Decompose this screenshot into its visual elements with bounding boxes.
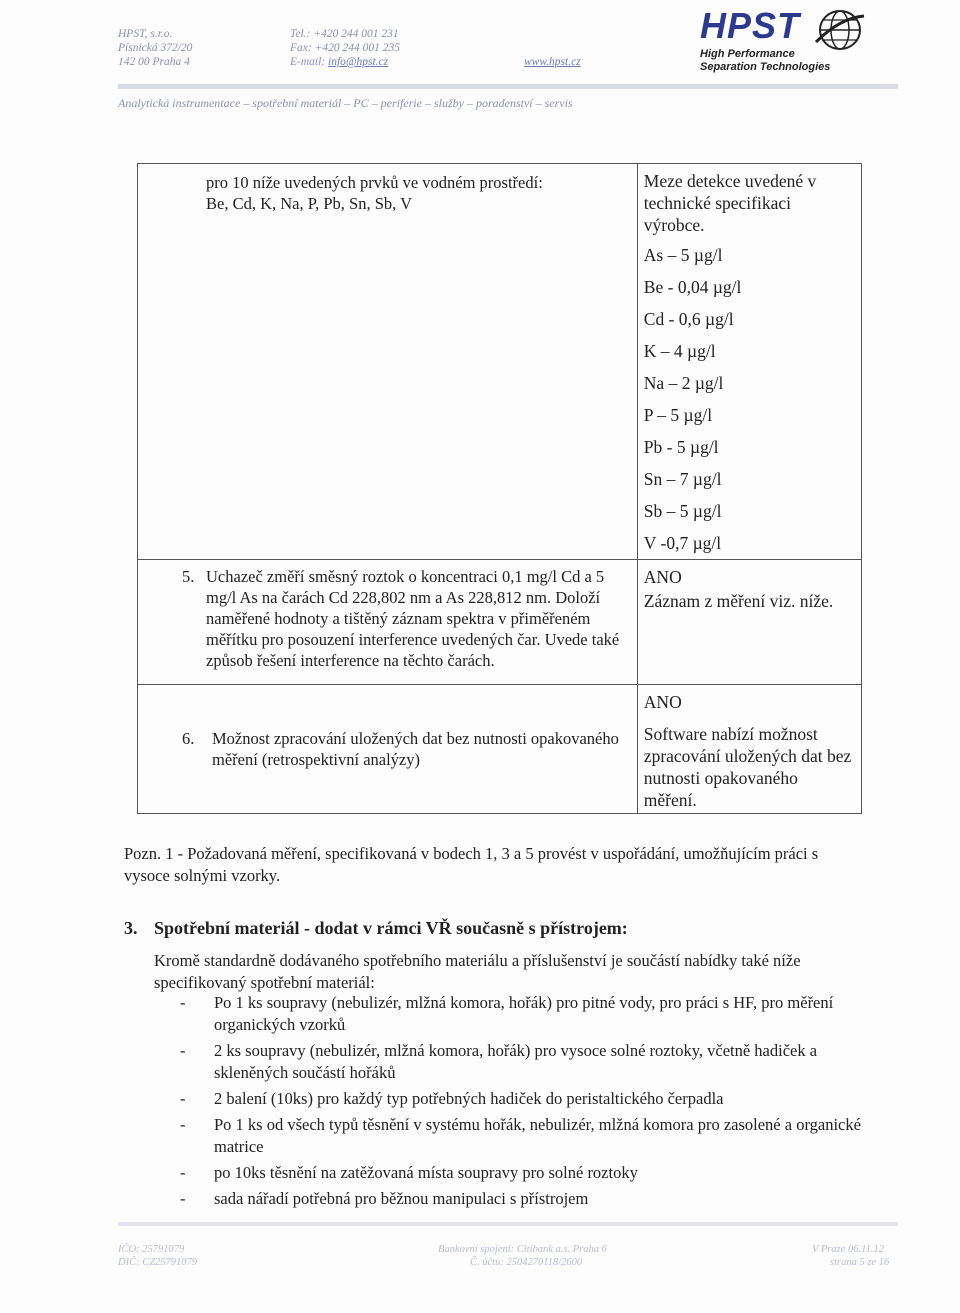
footer-page-number: strana 5 ze 16 (830, 1257, 890, 1268)
note-text: Pozn. 1 - Požadovaná měření, specifikovaná v bodech 1, 3 a 5 provést v uspořádání, umožňujícím práci s vysoce solnými vzorky. (124, 844, 819, 885)
phone-number: Tel.: +420 244 001 231 (290, 28, 399, 40)
row3-right-text: Software nabízí možnost zpracování uložených dat bez nutnosti opakovaného měření. (643, 724, 852, 810)
email-link[interactable]: info@hpst.cz (328, 56, 389, 68)
row2-number: 5. (182, 567, 195, 586)
email-row (290, 55, 400, 69)
list-item-text: 2 balení (10ks) pro každý typ potřebných hadiček do peristaltického čerpadla (214, 1089, 724, 1108)
consumables-list (154, 992, 874, 1214)
row1-left-text (138, 164, 637, 214)
table-row (138, 560, 862, 685)
row1-right-content (638, 164, 861, 554)
logo-text: HPST (700, 5, 801, 46)
section-heading (124, 918, 628, 939)
company-street: Písnická 372/20 (118, 42, 193, 54)
table-cell (138, 164, 638, 560)
row2-text: Uchazeč změří směsný roztok o koncentraci 0,1 mg/l Cd a 5 mg/l As na čarách Cd 228,802 nm a As 228,812 nm. Doloží naměřené hodnoty a tištěný záznam spektra v přiměřeném měřítku pro posouzení interference uvedených čar. Uvede také způsob řešení interference na těchto čarách. (206, 567, 620, 670)
list-item (154, 1188, 874, 1210)
footer-ids (118, 1243, 197, 1269)
table-cell (637, 685, 861, 814)
limit-item: Na – 2 µg/l (643, 373, 724, 393)
row3-left (138, 728, 637, 770)
logo-subtitle-1: High Performance (700, 48, 795, 60)
email-label: E-mail: (290, 56, 326, 68)
row1-right-intro: Meze detekce uvedené v technické specifikaci výrobce. (643, 171, 817, 235)
list-item-text: 2 ks soupravy (nebulizér, mlžná komora, hořák) pro vysoce solné roztoky, včetně hadiček a skleněných součástí hořáků (214, 1041, 818, 1082)
company-city: 142 00 Praha 4 (118, 56, 190, 68)
limit-item: P – 5 µg/l (643, 405, 713, 425)
footer-bank-name: Bankovní spojení: Citibank a.s. Praha 6 (438, 1244, 607, 1255)
list-dash: - (180, 1089, 186, 1108)
list-dash: - (180, 1163, 186, 1182)
limit-item: Sb – 5 µg/l (643, 501, 722, 521)
globe-icon (814, 8, 866, 52)
limit-item: Cd - 0,6 µg/l (643, 309, 734, 329)
list-item (154, 1040, 874, 1084)
row2-left (138, 560, 637, 671)
row1-line2: Be, Cd, K, Na, P, Pb, Sn, Sb, V (206, 194, 412, 213)
table-row (138, 164, 862, 560)
list-dash: - (180, 993, 186, 1012)
list-item (154, 992, 874, 1036)
limit-item: K – 4 µg/l (643, 341, 716, 361)
row3-ano: ANO (643, 692, 682, 712)
table-row (138, 685, 862, 814)
list-item-text: po 10ks těsnění na zatěžovaná místa soupravy pro solné roztoky (214, 1163, 638, 1182)
section-title: Spotřební materiál - dodat v rámci VŘ současně s přístrojem: (154, 918, 628, 938)
row2-right (638, 560, 861, 612)
limit-item: Pb - 5 µg/l (643, 437, 719, 457)
table-cell (637, 560, 861, 685)
list-item-text: sada nářadí potřebná pro běžnou manipulaci s přístrojem (214, 1189, 589, 1208)
list-item (154, 1088, 874, 1110)
footer-dic: DIČ: CZ25791079 (118, 1257, 198, 1268)
row3-right (638, 685, 861, 811)
table-cell (138, 560, 638, 685)
section-intro: Kromě standardně dodávaného spotřebního materiálu a příslušenství je součástí nabídky také níže specifikovaný spotřební materiál: (154, 951, 801, 992)
row3-number: 6. (182, 729, 195, 748)
section-number: 3. (124, 918, 138, 938)
list-item (154, 1162, 874, 1184)
list-dash: - (180, 1041, 186, 1060)
row2-right-text: Záznam z měření viz. níže. (643, 591, 834, 611)
website-row (524, 55, 581, 69)
footer-account: Č. účtu: 2504270118/2600 (470, 1257, 583, 1268)
list-item (154, 1114, 874, 1158)
row2-ano: ANO (643, 567, 682, 587)
footer-page-info (812, 1243, 889, 1269)
list-dash: - (180, 1115, 186, 1134)
list-item-text: Po 1 ks soupravy (nebulizér, mlžná komora, hořák) pro pitné vody, pro práci s HF, pro měření organických vzorků (214, 993, 834, 1034)
table-cell (138, 685, 638, 814)
fax-number: Fax: +420 244 001 235 (290, 42, 400, 54)
website-link[interactable]: www.hpst.cz (524, 56, 581, 68)
list-item-text: Po 1 ks od všech typů těsnění v systému hořák, nebulizér, mlžná komora pro zasolené a organické matrice (214, 1115, 861, 1156)
list-dash: - (180, 1189, 186, 1208)
footer-date: V Praze 06.11.12 (812, 1244, 884, 1255)
table-cell (637, 164, 861, 560)
row3-text: Možnost zpracování uložených dat bez nutnosti opakovaného měření (retrospektivní analýzy) (212, 729, 619, 769)
limit-item: Be - 0,04 µg/l (643, 277, 742, 297)
company-logo (700, 6, 870, 76)
header-rule (118, 84, 898, 89)
company-contacts (290, 27, 400, 69)
logo-subtitle-2: Separation Technologies (700, 61, 831, 73)
footer-ico: IČO: 25791079 (118, 1244, 185, 1255)
spec-table (137, 163, 862, 814)
limit-item: As – 5 µg/l (643, 245, 723, 265)
row1-line1: pro 10 níže uvedených prvků ve vodném prostředí: (206, 173, 543, 192)
footer-bank (438, 1243, 607, 1269)
footer-rule (118, 1222, 898, 1226)
company-name: HPST, s.r.o. (118, 28, 173, 40)
limit-item: V -0,7 µg/l (643, 533, 722, 553)
limit-item: Sn – 7 µg/l (643, 469, 722, 489)
company-address (118, 27, 192, 69)
header-tagline: Analytická instrumentace – spotřební materiál – PC – periferie – služby – poradenství – servis (118, 96, 573, 110)
